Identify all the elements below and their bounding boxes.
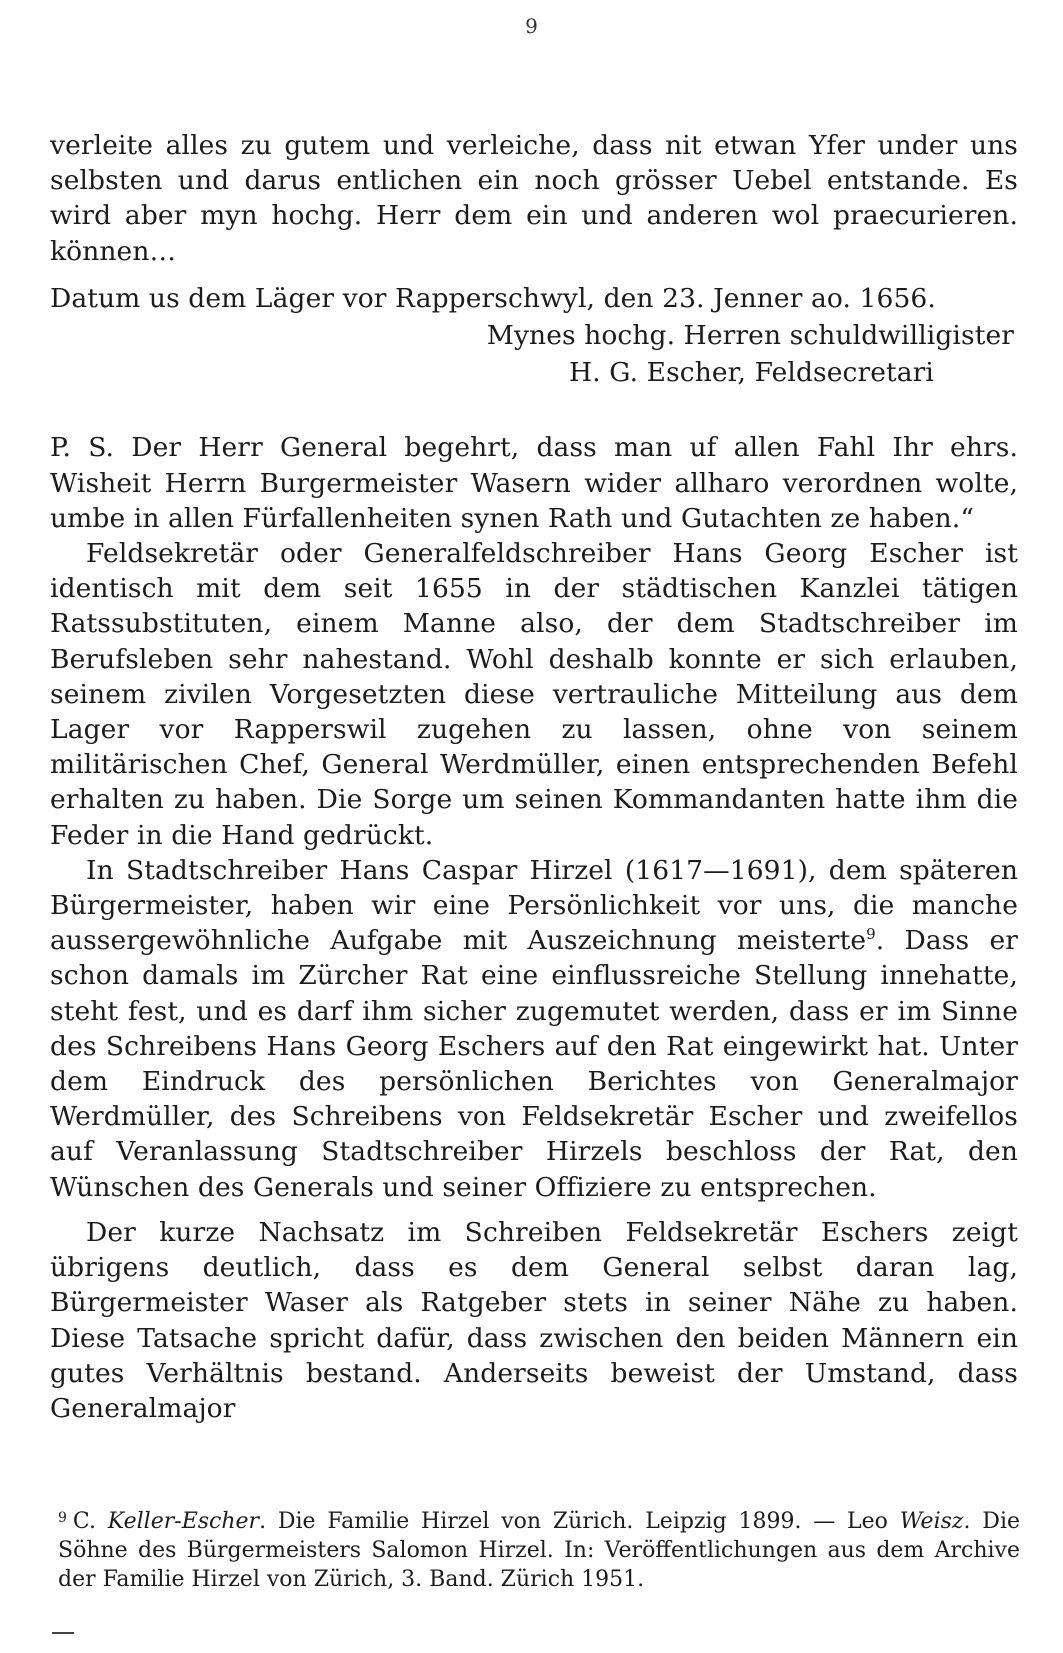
body-paragraph-escher: Feldsekretär oder Generalfeldschreiber Hans Georg Escher ist identisch mit dem seit 1655 in der städtischen Kanzlei tätigen Ratssubstituten, einem Manne also, der dem Stadtschreiber im Berufsleben sehr nahestand. Wohl deshalb konnte er sich erlauben, seinem zivilen Vorgesetzten diese vertrauliche Mitteilung aus dem Lager vor Rapperswil zugehen zu lassen, ohne von seinem militärischen Chef, General Werdmüller, einen entsprechenden Befehl erhalten zu haben. Die Sorge um seinen Kommandanten hatte ihm die Feder in die Hand gedrückt. [50, 538, 1018, 851]
footnote-text: . Die Familie Hirzel von Zürich. Leipzig 1899. — Leo [259, 1509, 900, 1534]
footnote-author: Keller-Escher [107, 1509, 260, 1534]
main-text [50, 128, 1018, 1426]
footnote [58, 1504, 1020, 1594]
letter-closing: Mynes hochg. Herren schuldwilligister [486, 320, 1014, 352]
letter-signature: H. G. Escher, Feldsecretari [569, 357, 934, 389]
bottom-divider-mark [52, 1632, 74, 1634]
footnote-reference: 9 [866, 925, 876, 944]
body-paragraph-waser: Der kurze Nachsatz im Schreiben Feldsekretär Eschers zeigt übrigens deutlich, dass es dem General selbst daran lag, Bürgermeister Waser als Ratgeber stets in seiner Nähe zu haben. Diese Tatsache spricht dafür, dass zwischen den beiden Männern ein gutes Verhältnis bestand. Anderseits beweist der Umstand, dass Generalmajor [50, 1216, 1018, 1424]
paragraph-text: In Stadtschreiber Hans Caspar Hirzel (1617—1691), dem späteren Bürgermeister, haben wir eine Persönlichkeit vor uns, die manche aussergewöhnliche Aufgabe mit Auszeichnung meisterte [50, 854, 1018, 957]
page-number: 9 [525, 14, 538, 38]
letter-date-line: Datum us dem Läger vor Rapperschwyl, den 23. Jenner ao. 1656. [50, 282, 936, 314]
body-paragraph-hirzel [50, 853, 1018, 1205]
paragraph-text: . Dass er schon damals im Zürcher Rat eine einflussreiche Stellung innehatte, steht fest, und es darf ihm sicher zugemutet werden, dass er im Sinne des Schreibens Hans Georg Eschers auf den Rat eingewirkt hat. Unter dem Eindruck des persönlichen Berichtes von Generalmajor Werdmüller, des Schreibens von Feldsekretär Escher und zweifellos auf Veranlassung Stadtschreiber Hirzels beschloss der Rat, den Wünschen des Generals und seiner Offiziere zu entsprechen. [50, 925, 1018, 1203]
footnote-author: Weisz [899, 1509, 964, 1534]
letter-postscript: P. S. Der Herr General begehrt, dass man uf allen Fahl Ihr ehrs. Wisheit Herrn Burgermeister Wasern wider allharo verordnen wolte, umbe in allen Fürfallenheiten synen Rath und Gutachten ze haben.“ [50, 432, 1018, 534]
footnote-number: 9 [58, 1510, 67, 1526]
letter-paragraph: verleite alles zu gutem und verleiche, dass nit etwan Yfer under uns selbsten und darus entlichen ein noch grösser Uebel entstande. Es wird aber myn hochg. Herr dem ein und anderen wol praecurieren. können… [50, 130, 1018, 267]
footnote-text: . Die Söhne des Bürgermeisters Salomon Hirzel. In: Veröffentlichungen aus dem Archive der Familie Hirzel von Zürich, 3. Band. Zürich 1951. [58, 1509, 1020, 1592]
footnote-text: C. [72, 1509, 108, 1534]
